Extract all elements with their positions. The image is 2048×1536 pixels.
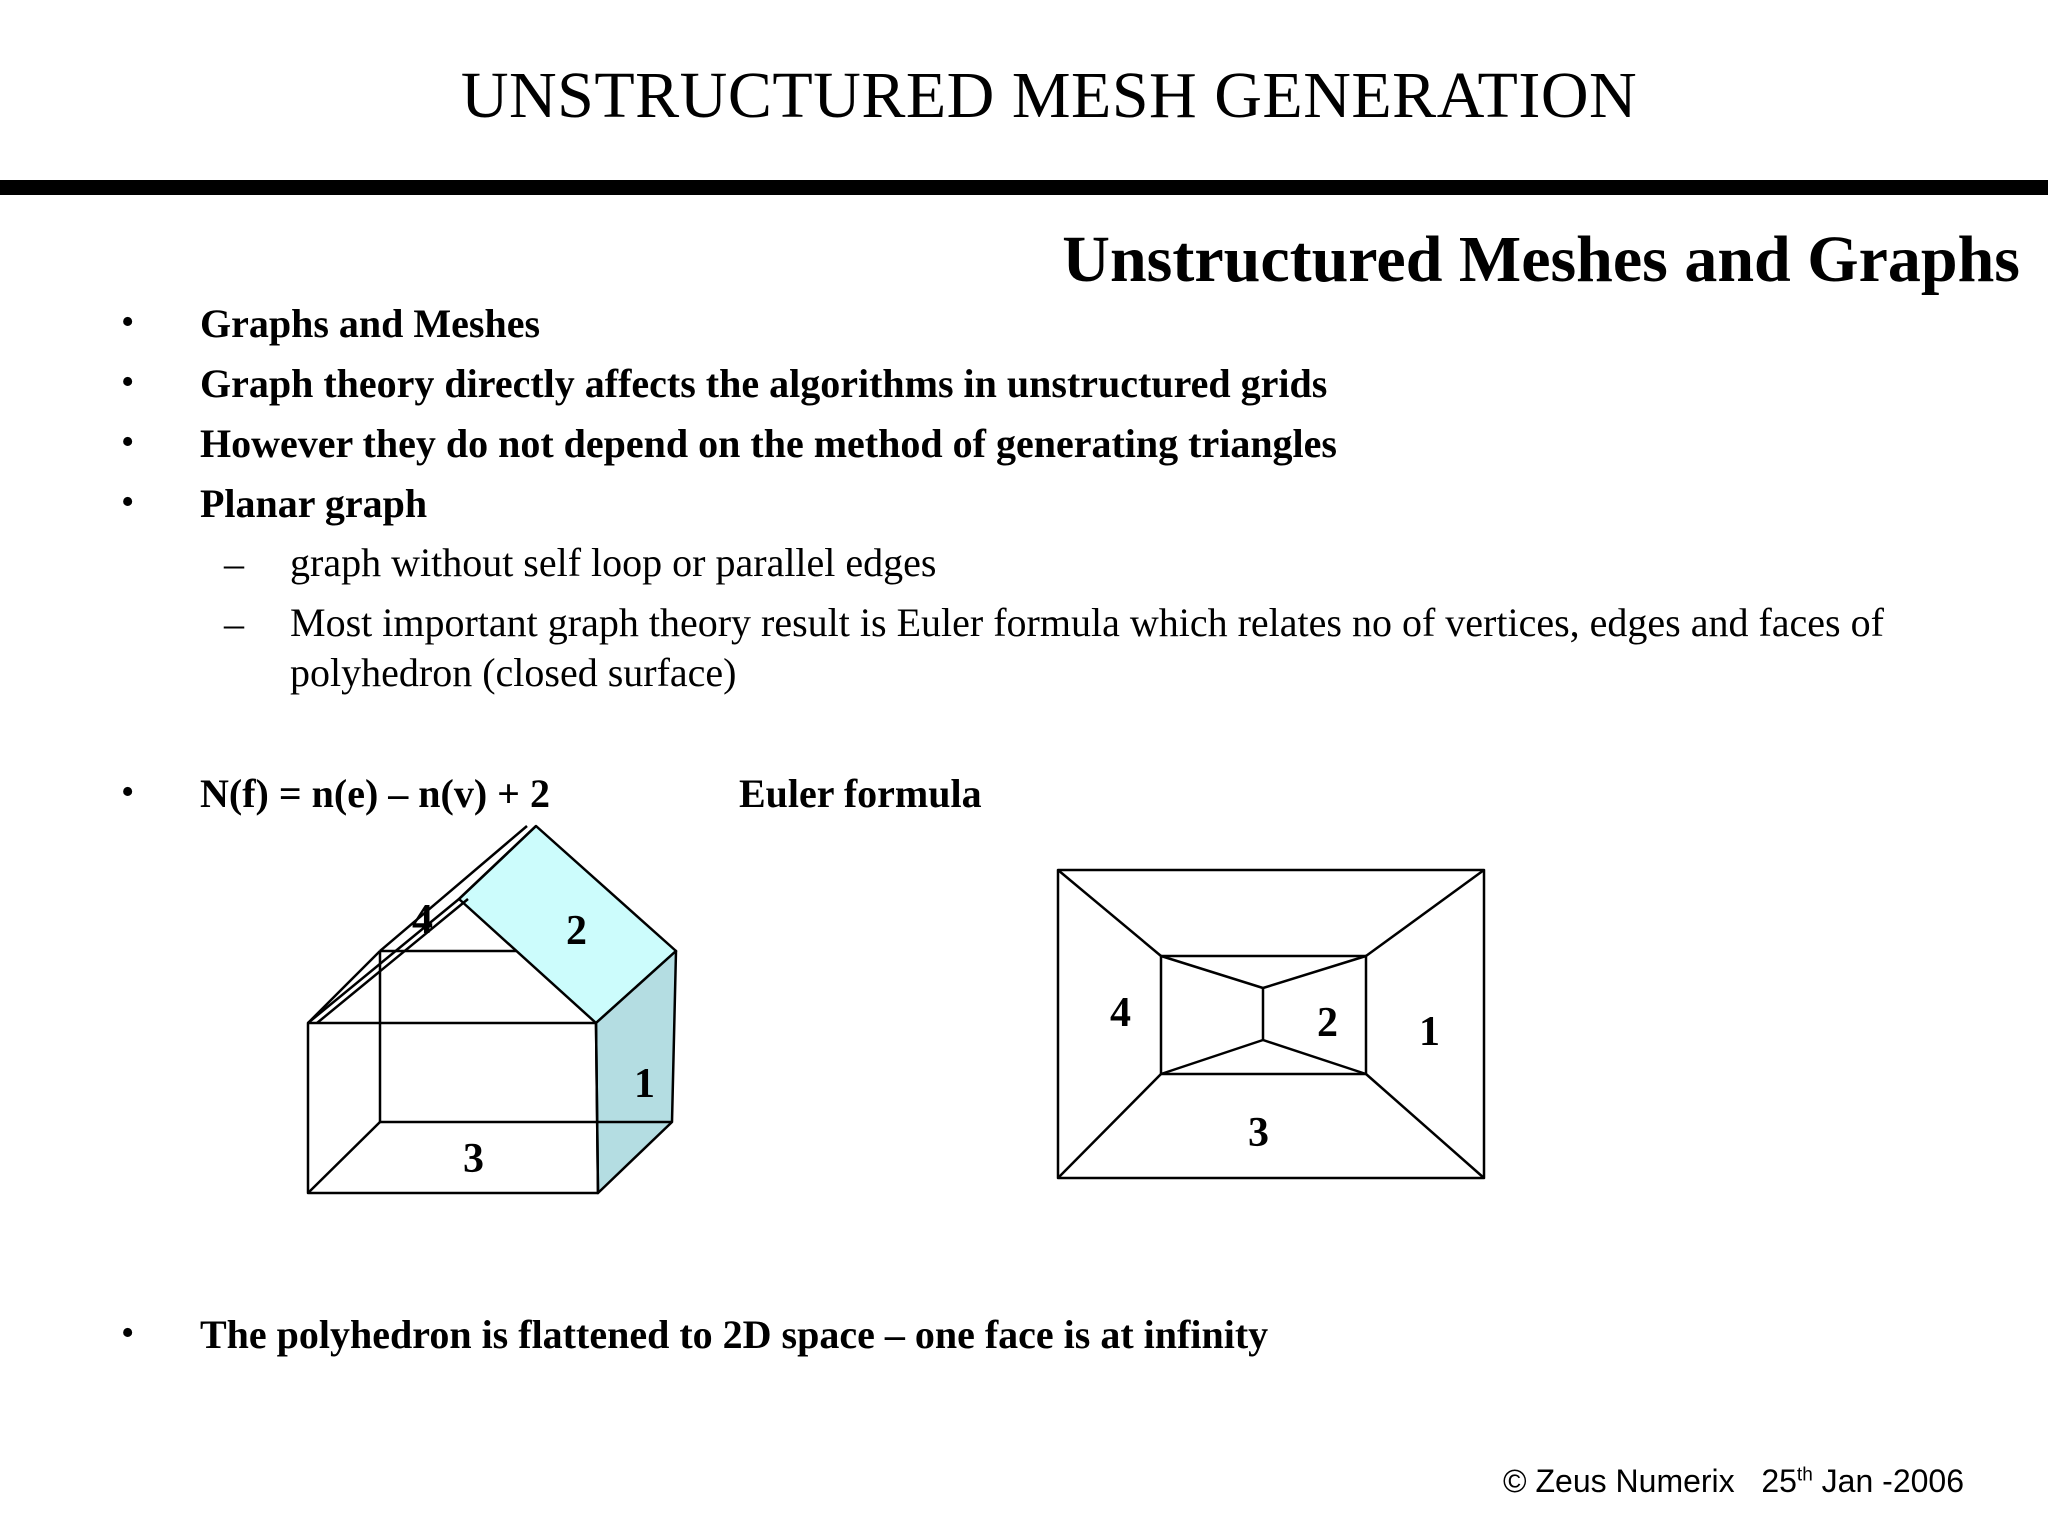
footer-copyright: © Zeus Numerix	[1503, 1463, 1735, 1499]
euler-formula-expression: N(f) = n(e) – n(v) + 2	[200, 771, 550, 816]
planar-edge	[1366, 870, 1484, 956]
house-face-label-1: 1	[634, 1061, 655, 1107]
planar-face-label-2: 2	[1317, 1000, 1338, 1046]
bullet-planar-graph: Planar graph	[200, 481, 428, 526]
bullet-marker: •	[121, 771, 135, 813]
planar-edge	[1161, 1040, 1263, 1074]
planar-face-label-4: 4	[1110, 990, 1131, 1036]
planar-face-label-3: 3	[1248, 1110, 1269, 1156]
house-roof-edge	[308, 899, 459, 1023]
sub-bullet-no-self-loop: graph without self loop or parallel edges	[290, 540, 937, 585]
bullet-marker: •	[121, 481, 135, 523]
planar-face-label-1: 1	[1419, 1009, 1440, 1055]
house-back-edge	[308, 1122, 380, 1193]
house-face-label-4: 4	[412, 897, 433, 943]
planar-edge	[1263, 1040, 1366, 1074]
sub-bullet-marker: –	[224, 541, 244, 586]
bullet-marker: •	[121, 301, 135, 343]
bullet-marker: •	[121, 361, 135, 403]
house-face-label-3: 3	[463, 1136, 484, 1182]
house-face-label-2: 2	[566, 908, 587, 954]
planar-edge	[1058, 1074, 1161, 1178]
house-roof-edge	[308, 951, 380, 1023]
footer-date-rest: Jan -2006	[1812, 1463, 1964, 1499]
euler-formula-name: Euler formula	[739, 771, 982, 816]
footer-credit	[1503, 1463, 1964, 1500]
sub-bullet-euler-result: Most important graph theory result is Euler formula which relates no of vertices, edges and faces of polyhedron (closed surface)	[290, 600, 1884, 695]
house-roof-edge	[317, 899, 468, 1023]
bullet-marker: •	[121, 421, 135, 463]
header-title: UNSTRUCTURED MESH GENERATION	[460, 59, 1638, 132]
footer-date-day: 25	[1761, 1463, 1797, 1499]
bullet-marker: •	[121, 1312, 135, 1354]
planar-edge	[1058, 870, 1161, 956]
planar-edge	[1263, 956, 1366, 988]
footer-date-suffix: th	[1796, 1464, 1813, 1486]
planar-edge	[1366, 1074, 1484, 1178]
slide-subtitle: Unstructured Meshes and Graphs	[1062, 223, 2020, 296]
bullet-flattened: The polyhedron is flattened to 2D space – one face is at infinity	[200, 1312, 1269, 1357]
bullet-not-depend: However they do not depend on the method of generating triangles	[200, 421, 1337, 466]
planar-edge	[1161, 956, 1263, 988]
bullet-graphs-and-meshes: Graphs and Meshes	[200, 301, 541, 346]
sub-bullet-marker: –	[224, 601, 244, 646]
bullet-graph-theory: Graph theory directly affects the algorithms in unstructured grids	[200, 361, 1328, 406]
house-front-face	[308, 1023, 598, 1193]
